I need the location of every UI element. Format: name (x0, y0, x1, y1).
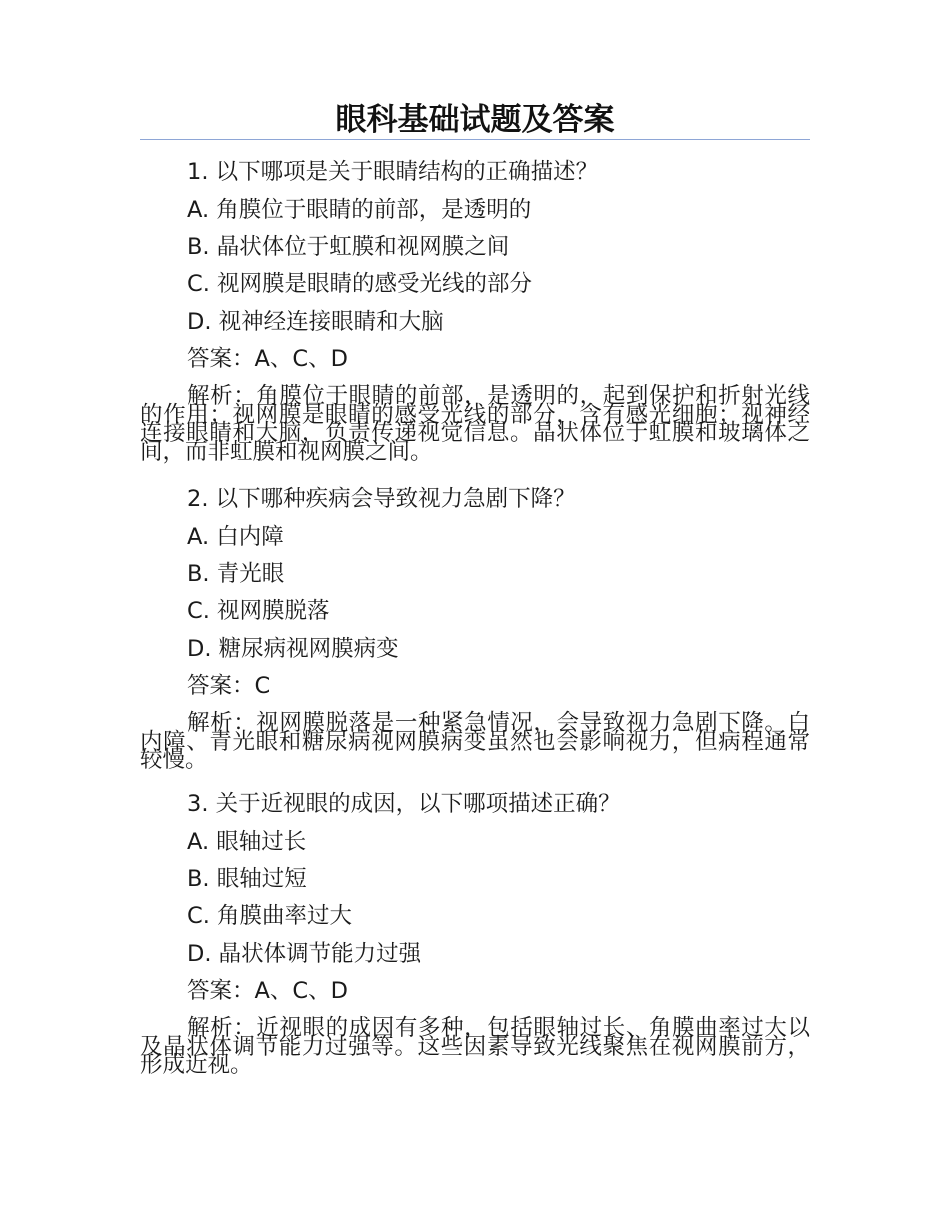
question-3-answer: 答案：A、C、D (187, 978, 348, 1004)
question-2-answer: 答案：C (187, 673, 271, 699)
question-1-option-a: A. 角膜位于眼睛的前部，是透明的 (187, 197, 532, 223)
question-3-stem: 3. 关于近视眼的成因，以下哪项描述正确？ (187, 791, 621, 817)
document-title: 眼科基础试题及答案 (335, 102, 615, 138)
question-3-analysis: 解析：近视眼的成因有多种，包括眼轴过长、角膜曲率过大以及晶状体调节能力过强等。这些因素导致光线聚焦在视网膜前方，形成近视。 (140, 1015, 810, 1078)
question-3-option-d: D. 晶状体调节能力过强 (187, 941, 422, 967)
question-2-option-b: B. 青光眼 (187, 561, 285, 587)
question-3-option-c: C. 角膜曲率过大 (187, 903, 353, 929)
question-2-option-a: A. 白内障 (187, 524, 284, 550)
question-2-stem: 2. 以下哪种疾病会导致视力急剧下降？ (187, 486, 576, 512)
title-underline (140, 139, 810, 140)
question-1-option-b: B. 晶状体位于虹膜和视网膜之间 (187, 234, 510, 260)
question-2-option-c: C. 视网膜脱落 (187, 598, 330, 624)
question-3-option-b: B. 眼轴过短 (187, 866, 307, 892)
question-3-option-a: A. 眼轴过长 (187, 829, 307, 855)
question-1-answer: 答案：A、C、D (187, 346, 348, 372)
question-1-option-d: D. 视神经连接眼睛和大脑 (187, 309, 444, 335)
question-1-option-c: C. 视网膜是眼睛的感受光线的部分 (187, 271, 533, 297)
question-2-option-d: D. 糖尿病视网膜病变 (187, 636, 399, 662)
question-1-analysis: 解析：角膜位于眼睛的前部，是透明的，起到保护和折射光线的作用；视网膜是眼睛的感受光线的部分，含有感光细胞；视神经连接眼睛和大脑，负责传递视觉信息。晶状体位于虹膜和玻璃体之间，而非虹膜和视网膜之间。 (140, 383, 810, 465)
question-2-analysis: 解析：视网膜脱落是一种紧急情况，会导致视力急剧下降。白内障、青光眼和糖尿病视网膜病变虽然也会影响视力，但病程通常较慢。 (140, 710, 810, 773)
question-1-stem: 1. 以下哪项是关于眼睛结构的正确描述？ (187, 159, 599, 185)
